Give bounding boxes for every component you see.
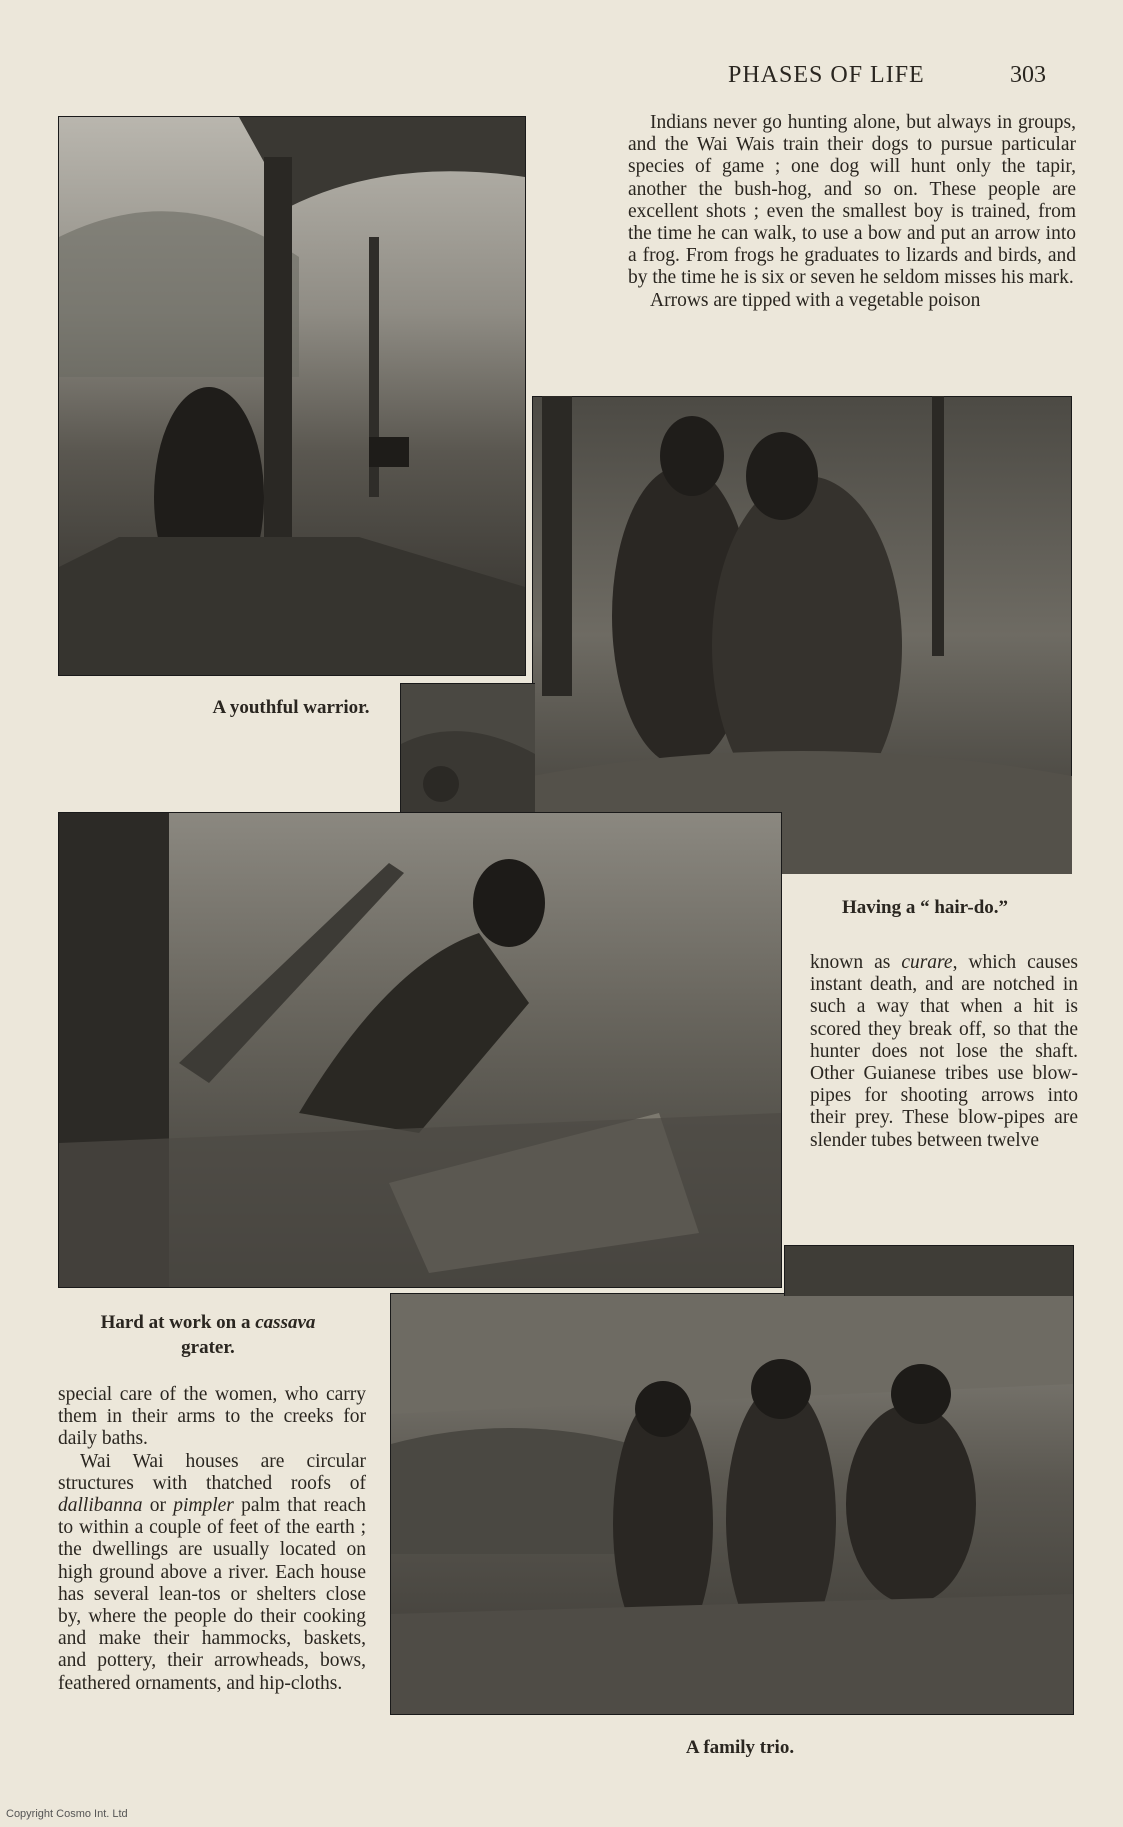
italic-dallibanna: dallibanna xyxy=(58,1495,143,1517)
paragraph-curare: known as curare, which causes instant death, and are notched in such a way that when a hit is scored they break off, so that the hunter does not lose the shaft. Other Guianese tribes use blow-pipes for shooting arrows into their prey. These blow-pipes are slender tubes between twelve xyxy=(810,952,1078,1151)
paragraph-women: special care of the women, who carry them in their arms to the creeks for daily baths. xyxy=(58,1384,366,1450)
caption-youthful-warrior: A youthful warrior. xyxy=(212,697,370,718)
text-block-bottom xyxy=(58,1384,366,1695)
italic-pimpler: pimpler xyxy=(173,1495,234,1517)
photo-cassava-grater xyxy=(58,812,782,1288)
caption-hair-do: Having a “ hair-do.” xyxy=(841,897,1009,918)
paragraph-arrows: Arrows are tipped with a vegetable poison xyxy=(650,289,981,311)
running-header-title: PHASES OF LIFE xyxy=(728,62,925,88)
caption-cassava-grater: Hard at work on a cassava grater. xyxy=(100,1312,316,1358)
copyright-notice: Copyright Cosmo Int. Ltd xyxy=(6,1808,128,1820)
text-block-middle xyxy=(810,952,1078,1152)
paragraph-houses: Wai Wai houses are circular structures with thatched roofs of dallibanna or pimpler palm that reach to within a couple of feet of the earth ; the dwellings are usually located on high ground above a river. Each house has several lean-tos or shelters close by, where the people do their cooking and make their hammocks, baskets, and pottery, their arrowheads, bows, feathered ornaments, and hip-cloths. xyxy=(58,1450,366,1694)
photo-family-trio-extension xyxy=(784,1245,1074,1296)
italic-curare: curare xyxy=(901,952,953,973)
text-block-top xyxy=(628,112,1076,312)
italic-cassava: cassava xyxy=(255,1312,316,1333)
photo-youthful-warrior xyxy=(58,116,526,676)
photo-hair-do xyxy=(532,396,1072,874)
page-number: 303 xyxy=(1010,62,1046,88)
paragraph-hunting: Indians never go hunting alone, but always in groups, and the Wai Wais train their dogs to pursue particular species of game ; one dog will hunt only the tapir, another the bush-hog, and so on. These people are excellent shots ; even the smallest boy is trained, from the time he can walk, to use a bow and put an arrow into a frog. From frogs he graduates to lizards and birds, and by the time he is six or seven he seldom misses his mark. xyxy=(628,112,1076,289)
photo-family-trio xyxy=(390,1293,1074,1715)
caption-family-trio: A family trio. xyxy=(685,1737,795,1758)
